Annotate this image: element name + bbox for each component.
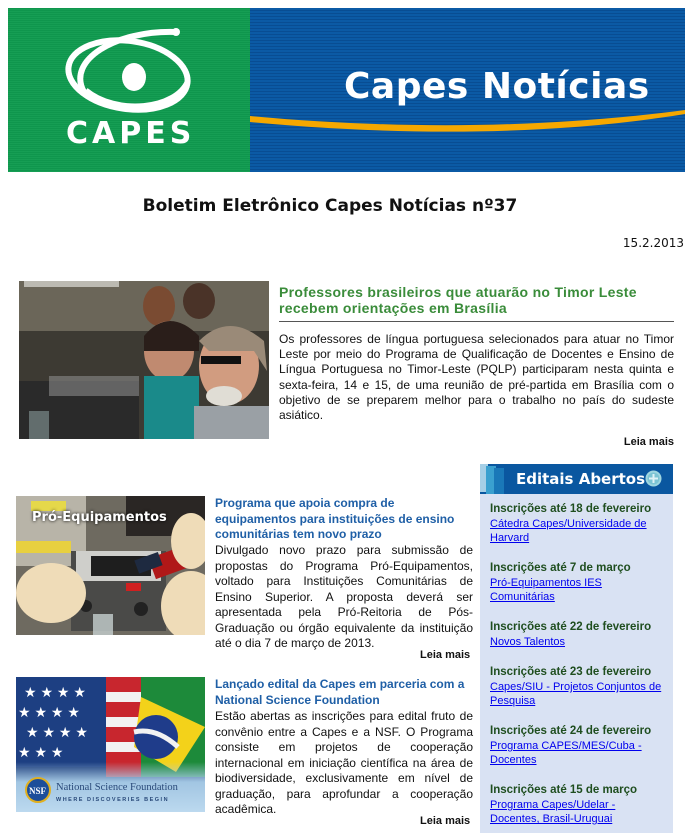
lead-article-divider <box>279 321 674 322</box>
edital-deadline: Inscrições até 24 de fevereiro <box>490 725 652 737</box>
plus-circle-icon[interactable] <box>645 470 662 487</box>
article-1-body: Divulgado novo prazo para submissão de propostas do Programa Pró-Equipamentos, voltado para Instituições Comunitárias de Ensino Superior. A proposta deverá ser apresentada pela Pró-Reitoria de Pós-Graduação ou órgão equivalente da instituição até o dia 7 de março de 2013. <box>215 543 473 650</box>
edital-link[interactable]: Programa CAPES/MES/Cuba - Docentes <box>490 740 642 766</box>
banner-title: Capes Notícias <box>344 66 650 107</box>
edital-link[interactable]: Novos Talentos <box>490 636 566 648</box>
capes-logo-text: CAPES <box>66 116 196 151</box>
edital-link[interactable]: Programa Capes/Udelar - Docentes, Brasil-Uruguai <box>490 799 616 825</box>
article-2-read-more-link[interactable]: Leia mais <box>420 815 471 827</box>
lead-article-body: Os professores de língua portuguesa selecionados para atuar no Timor Leste por meio do Programa de Qualificação de Docentes e Ensino de Língua Portuguesa no Timor-Leste (PQLP) participaram nesta quinta e sexta-feira, 14 e 15, de uma reunião de pré-partida em Brasília com o objetivo de se preparem melhor para o trabalho no país do sudeste asiático. <box>279 332 674 423</box>
banner-title-panel <box>250 8 685 172</box>
sidebar-header <box>480 464 673 494</box>
edital-item <box>490 783 663 826</box>
article-1-image[interactable] <box>16 496 205 635</box>
article-2-body: Estão abertas as inscrições para edital fruto de convênio entre a Capes e a NSF. O Programa consiste em projetos de cooperação internacional em iniciação científica na área de biodiversidade, exclusivamente em nível de graduação, para aprofundar a cooperação acadêmica. <box>215 709 473 816</box>
bulletin-title: Boletim Eletrônico Capes Notícias nº37 <box>142 196 518 216</box>
meeting-photo-icon <box>19 281 269 439</box>
edital-item <box>490 561 663 604</box>
flags-nsf-photo-icon <box>16 677 205 812</box>
svg-text:★ ★ ★: ★ ★ ★ <box>18 744 64 760</box>
sidebar-bars-decoration-icon <box>480 464 510 494</box>
edital-item <box>490 665 663 708</box>
orange-swoosh-decoration <box>250 104 685 134</box>
capes-logo-panel <box>8 8 250 172</box>
editais-list <box>480 494 673 826</box>
edital-deadline: Inscrições até 23 de fevereiro <box>490 666 652 678</box>
lead-article-image[interactable] <box>19 281 269 439</box>
article-1-title[interactable]: Programa que apoia compra de equipamentos para instituições de ensino comunitárias tem novo prazo <box>215 496 455 541</box>
edital-item <box>490 502 663 545</box>
edital-link[interactable]: Cátedra Capes/Universidade de Harvard <box>490 518 647 544</box>
svg-text:★ ★ ★ ★: ★ ★ ★ ★ <box>18 704 80 720</box>
edital-deadline: Inscrições até 7 de março <box>490 562 631 574</box>
lead-article-read-more-link[interactable]: Leia mais <box>623 436 674 448</box>
article-1-image-caption: Pró-Equipamentos <box>32 510 167 525</box>
lead-article-title[interactable]: Professores brasileiros que atuarão no Timor Leste recebem orientações em Brasília <box>279 284 637 316</box>
header-banner <box>8 8 685 172</box>
edital-item <box>490 724 663 767</box>
edital-link[interactable]: Pró-Equipamentos IES Comunitárias <box>490 577 602 603</box>
editais-abertos-sidebar <box>480 464 673 833</box>
edital-deadline: Inscrições até 22 de fevereiro <box>490 621 652 633</box>
svg-text:★ ★ ★ ★: ★ ★ ★ ★ <box>24 684 86 700</box>
bulletin-date: 15.2.2013 <box>622 236 684 250</box>
edital-item <box>490 620 663 649</box>
edital-deadline: Inscrições até 15 de março <box>490 784 638 796</box>
article-2-title[interactable]: Lançado edital da Capes em parceria com a National Science Foundation <box>215 677 465 707</box>
capes-logo-icon <box>56 20 206 120</box>
article-2-image[interactable] <box>16 677 205 816</box>
nsf-name-text: National Science Foundation <box>56 782 178 793</box>
svg-text:★ ★ ★ ★: ★ ★ ★ ★ <box>26 724 88 740</box>
nsf-badge-text: NSF <box>29 786 47 796</box>
sidebar-title: Editais Abertos <box>516 470 646 488</box>
edital-deadline: Inscrições até 18 de fevereiro <box>490 503 652 515</box>
edital-link[interactable]: Capes/SIU - Projetos Conjuntos de Pesquisa <box>490 681 662 707</box>
article-1-read-more-link[interactable]: Leia mais <box>420 649 471 661</box>
nsf-tagline-text: WHERE DISCOVERIES BEGIN <box>56 797 170 803</box>
